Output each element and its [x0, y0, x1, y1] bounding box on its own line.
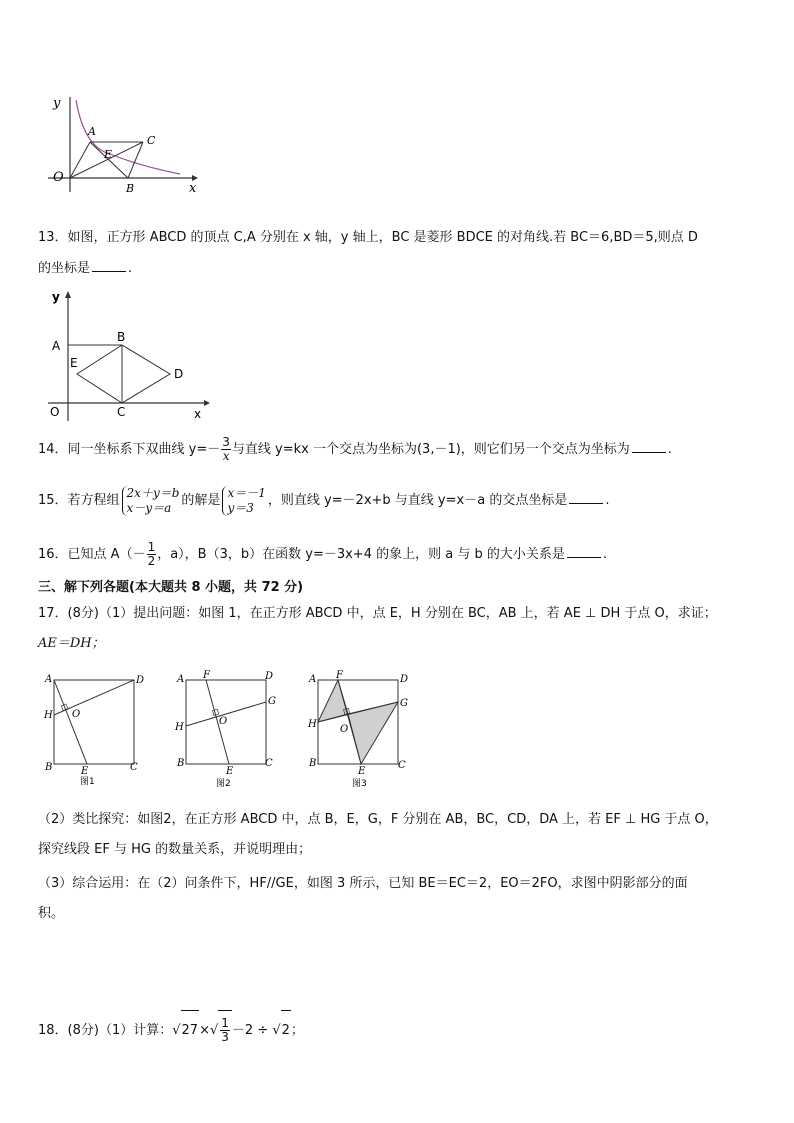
q15-eq1: 2x＋y＝b: [126, 485, 180, 500]
fig1-label-E: E: [81, 766, 89, 777]
fig13-point-D: D: [174, 367, 184, 381]
fig2-label-O: O: [219, 716, 228, 727]
fig2-label-D: D: [265, 671, 274, 682]
q15-end: .: [605, 493, 610, 508]
q17-part3-line1: （3）综合运用：在（2）问条件下，HF//GE，如图 3 所示，已知 BE＝EC＝2，EO＝2FO，求图中阴影部分的面: [38, 876, 688, 891]
fig13-point-E: E: [70, 356, 78, 370]
fig3-label-C: C: [398, 760, 406, 771]
q16-answer-blank[interactable]: [567, 545, 601, 558]
q18-prefix: 18．(8分)（1）计算：: [38, 1023, 173, 1038]
fig3-label-O: O: [340, 724, 349, 735]
q16-suffix: ，a），B（3，b）在函数 y=－3x+4 的象上，则 a 与 b 的大小关系是: [157, 547, 565, 562]
fig13-point-C: C: [117, 405, 126, 419]
q17-figure2: [172, 670, 282, 792]
q18-line: 18．(8分)（1）计算：√27×√ $\frac{1}{3}$ －2 ÷ √2；: [38, 1010, 304, 1051]
q16-prefix: 16．已知点 A（－: [38, 547, 146, 562]
q16-line: [38, 535, 607, 575]
q17-figure1: [40, 670, 150, 790]
q15-suffix: ，则直线 y=－2x+b 与直线 y=x－a 的交点坐标是: [267, 493, 568, 508]
q15-answer-blank[interactable]: [569, 491, 603, 504]
fig2-label-F: F: [203, 670, 210, 681]
fig13-point-B: B: [117, 330, 126, 344]
q14-fraction: [221, 436, 231, 463]
q13-line2-text: 的坐标是: [38, 261, 91, 276]
fig12-origin-label: O: [53, 170, 64, 185]
fig3-caption: 图3: [352, 779, 367, 789]
q17-figure3: [304, 670, 416, 792]
q14-frac-den: x: [222, 449, 230, 463]
fig13-x-label: x: [194, 407, 202, 421]
fig13-point-A: A: [52, 339, 61, 353]
section3-title: 三、解下列各题(本大题共 8 小题，共 72 分): [38, 580, 304, 595]
fig1-label-B: B: [45, 762, 53, 773]
q14-end: .: [667, 442, 672, 457]
fig1-caption: 图1: [80, 777, 95, 787]
fig3-label-B: B: [309, 758, 317, 769]
q15-sol1: x＝－1: [227, 485, 266, 500]
fig12-y-label: y: [53, 96, 61, 111]
q14-frac-num: 3: [222, 435, 230, 449]
fig3-label-D: D: [400, 674, 409, 685]
q12-figure: [40, 92, 210, 200]
fig2-label-G: G: [268, 696, 276, 707]
q15-system: [122, 486, 180, 516]
q15-solution: [222, 486, 265, 516]
q17-part3-line2: 积。: [38, 906, 65, 921]
q13-line2: [38, 259, 132, 277]
q18-fraction: [220, 1017, 230, 1044]
fig3-label-A: A: [309, 674, 317, 685]
q16-end: .: [602, 547, 607, 562]
fig3-label-F: F: [336, 670, 343, 681]
q15-mid: 的解是: [181, 493, 221, 508]
q17-line2: AE＝DH；: [38, 636, 105, 651]
q16-frac-den: 2: [147, 554, 156, 568]
fig1-label-D: D: [136, 675, 145, 686]
fig13-y-label: y: [52, 290, 60, 304]
q18-sqrt2: 2: [281, 1010, 291, 1051]
fig12-point-C: C: [147, 134, 156, 147]
q18-times: ×: [199, 1023, 210, 1038]
fig1-label-H: H: [44, 710, 53, 721]
q17-part2-line1: （2）类比探究：如图2，在正方形 ABCD 中，点 B，E，G，F 分别在 AB，BC，CD，DA 上，若 EF ⊥ HG 于点 O，: [38, 812, 718, 827]
fig13-origin-label: O: [50, 405, 60, 419]
q14-prefix: 14．同一坐标系下双曲线 y=－: [38, 442, 221, 457]
fig2-caption: 图2: [216, 779, 231, 789]
q15-eq2: x－y＝a: [126, 500, 172, 515]
q18-frac-num: 1: [221, 1016, 229, 1030]
q15-line: [38, 479, 609, 523]
fig2-label-H: H: [175, 722, 184, 733]
fig1-label-A: A: [45, 674, 53, 685]
fig12-x-label: x: [189, 181, 197, 196]
q13-line1: 13．如图，正方形 ABCD 的顶点 C,A 分别在 x 轴，y 轴上，BC 是菱形 BDCE 的对角线.若 BC＝6,BD＝5,则点 D: [38, 230, 698, 245]
fig12-point-A: A: [88, 125, 96, 138]
fig2-label-B: B: [177, 758, 185, 769]
fig3-label-G: G: [400, 698, 408, 709]
q14-suffix: 与直线 y=kx 一个交点为坐标为(3,－1)，则它们另一个交点为坐标为: [231, 442, 630, 457]
fig3-label-E: E: [358, 766, 366, 777]
fig12-point-E: E: [104, 148, 113, 161]
q18-frac-den: 3: [221, 1030, 229, 1044]
q18-end: ；: [290, 1023, 304, 1038]
q17-line1: 17．(8分)（1）提出问题：如图 1，在正方形 ABCD 中，点 E，H 分别在 BC，AB 上，若 AE ⊥ DH 于点 O，求证；: [38, 606, 717, 621]
fig2-label-E: E: [226, 766, 234, 777]
fig1-label-O: O: [72, 709, 81, 720]
q13-answer-blank[interactable]: [92, 259, 126, 272]
q18-rest: －2 ÷: [231, 1023, 269, 1038]
q14-line: [38, 430, 672, 470]
fig12-point-B: B: [126, 182, 135, 195]
q18-sqrt-frac: [218, 1010, 232, 1051]
q18-sqrt1: 27: [181, 1010, 200, 1051]
fig2-label-A: A: [177, 674, 185, 685]
q14-answer-blank[interactable]: [632, 440, 666, 453]
fig2-label-C: C: [265, 758, 273, 769]
fig1-label-C: C: [130, 762, 138, 773]
q17-part2-line2: 探究线段 EF 与 HG 的数量关系，并说明理由；: [38, 842, 312, 857]
q16-fraction: [147, 541, 157, 568]
q15-sol2: y＝3: [227, 500, 254, 515]
q13-figure: [40, 286, 215, 424]
q16-frac-num: 1: [147, 540, 156, 554]
fig3-label-H: H: [308, 719, 317, 730]
q13-line2-end: .: [128, 261, 133, 276]
q15-prefix: 15．若方程组: [38, 493, 120, 508]
